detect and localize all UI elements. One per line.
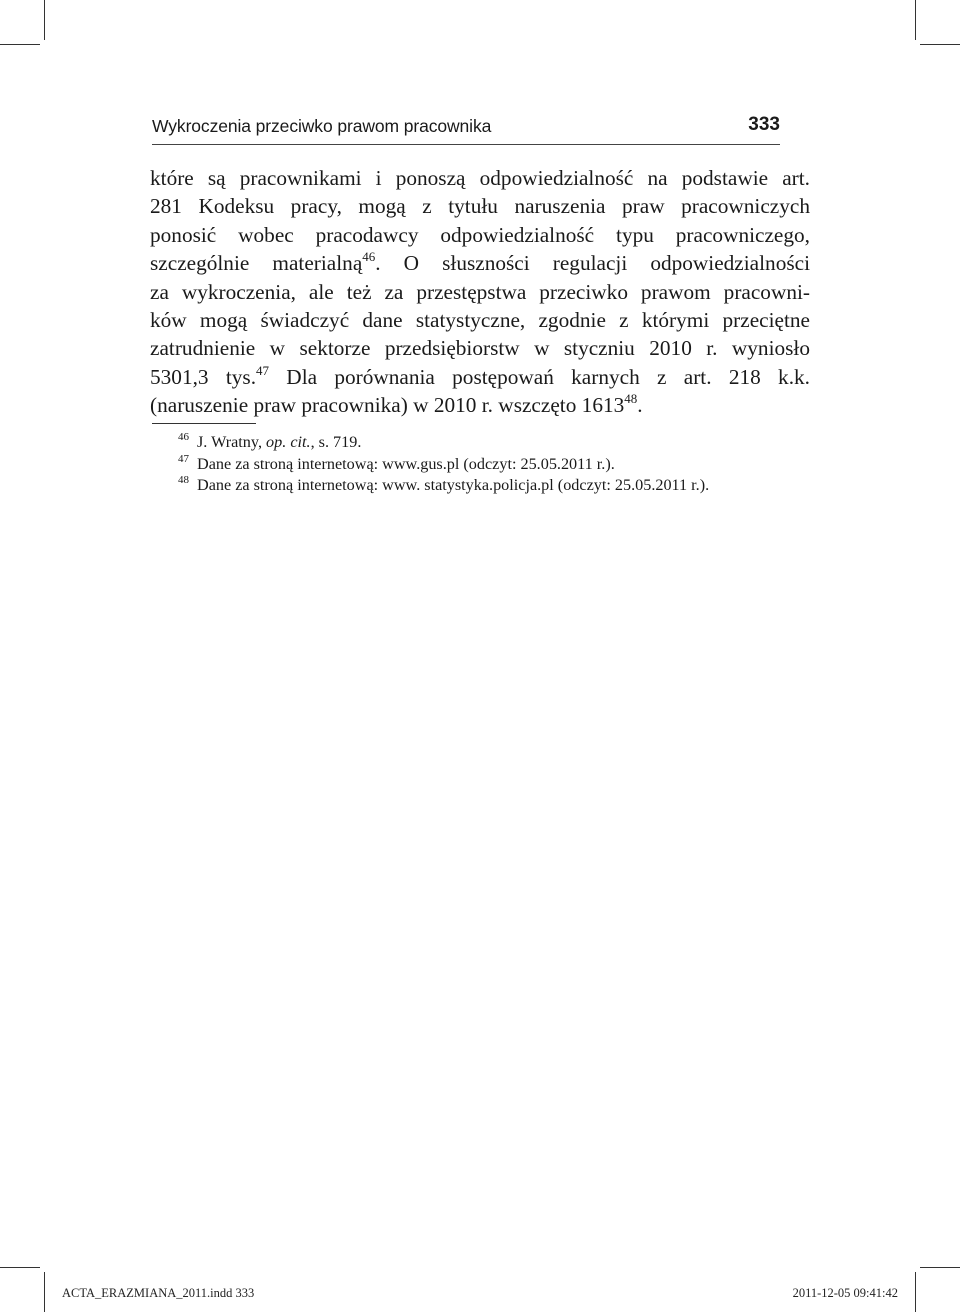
text-line: zatrudnienie w sektorze przedsiębiorstw w styczniu 2010 r. wyniosło xyxy=(150,336,810,361)
crop-mark xyxy=(44,0,45,40)
slug-timestamp: 2011-12-05 09:41:42 xyxy=(792,1286,898,1300)
footnote-number: 48 xyxy=(178,474,189,486)
text-line: które są pracownikami i ponoszą odpowiedzialność na podstawie art. xyxy=(150,166,810,190)
footnote-separator xyxy=(152,423,256,424)
text-line: szczególnie materialną$^{46}$. O słuszności regulacji odpowiedzialności xyxy=(150,249,811,276)
footnote-number: 46 xyxy=(178,431,189,443)
text-line: 5301,3 tys.$^{47}$ Dla porównania postępowań karnych z art. 218 k.k. xyxy=(150,362,810,389)
footnote-ref[interactable]: 46 xyxy=(362,249,376,265)
text-line: ponosić wobec pracodawcy odpowiedzialność typu pracowniczego, xyxy=(150,222,810,247)
crop-mark xyxy=(915,0,916,40)
footnote: $^{48}$ Dane za stroną internetową: www. statystyka.policja.pl (odczyt: 25.05.2011 r.). xyxy=(178,474,710,494)
footnote-ref[interactable]: 47 xyxy=(256,362,270,378)
crop-mark xyxy=(915,1272,916,1312)
running-header xyxy=(152,112,780,145)
crop-mark xyxy=(920,44,960,45)
footnotes xyxy=(178,432,709,497)
running-title: Wykroczenia przeciwko prawom pracownika xyxy=(152,116,492,136)
footnote-number: 47 xyxy=(178,452,189,465)
crop-mark xyxy=(44,1272,45,1312)
page-number: 333 xyxy=(748,114,780,135)
text-line: 281 Kodeksu pracy, mogą z tytułu naruszenia praw pracowniczych xyxy=(150,194,810,219)
crop-mark xyxy=(0,44,40,45)
slug-filename: ACTA_ERAZMIANA_2011.indd 333 xyxy=(62,1286,255,1300)
crop-mark xyxy=(920,1267,960,1268)
text-line: (naruszenie praw pracownika) w 2010 r. wszczęto 1613$^{48}$. xyxy=(150,391,643,418)
footnote: $^{47}$ Dane za stroną internetową: www.gus.pl (odczyt: 25.05.2011 r.). xyxy=(178,452,615,473)
footnote: $^{46}$ J. Wratny, op. cit., s. 719. xyxy=(178,431,362,451)
footnote-ref[interactable]: 48 xyxy=(624,391,638,407)
crop-mark xyxy=(0,1267,40,1268)
text-line: ków mogą świadczyć dane statystyczne, zgodnie z którymi przeciętne xyxy=(150,307,810,332)
body-paragraph xyxy=(150,164,810,420)
text-line: za wykroczenia, ale też za przestępstwa przeciwko prawom pracowni- xyxy=(150,279,810,304)
